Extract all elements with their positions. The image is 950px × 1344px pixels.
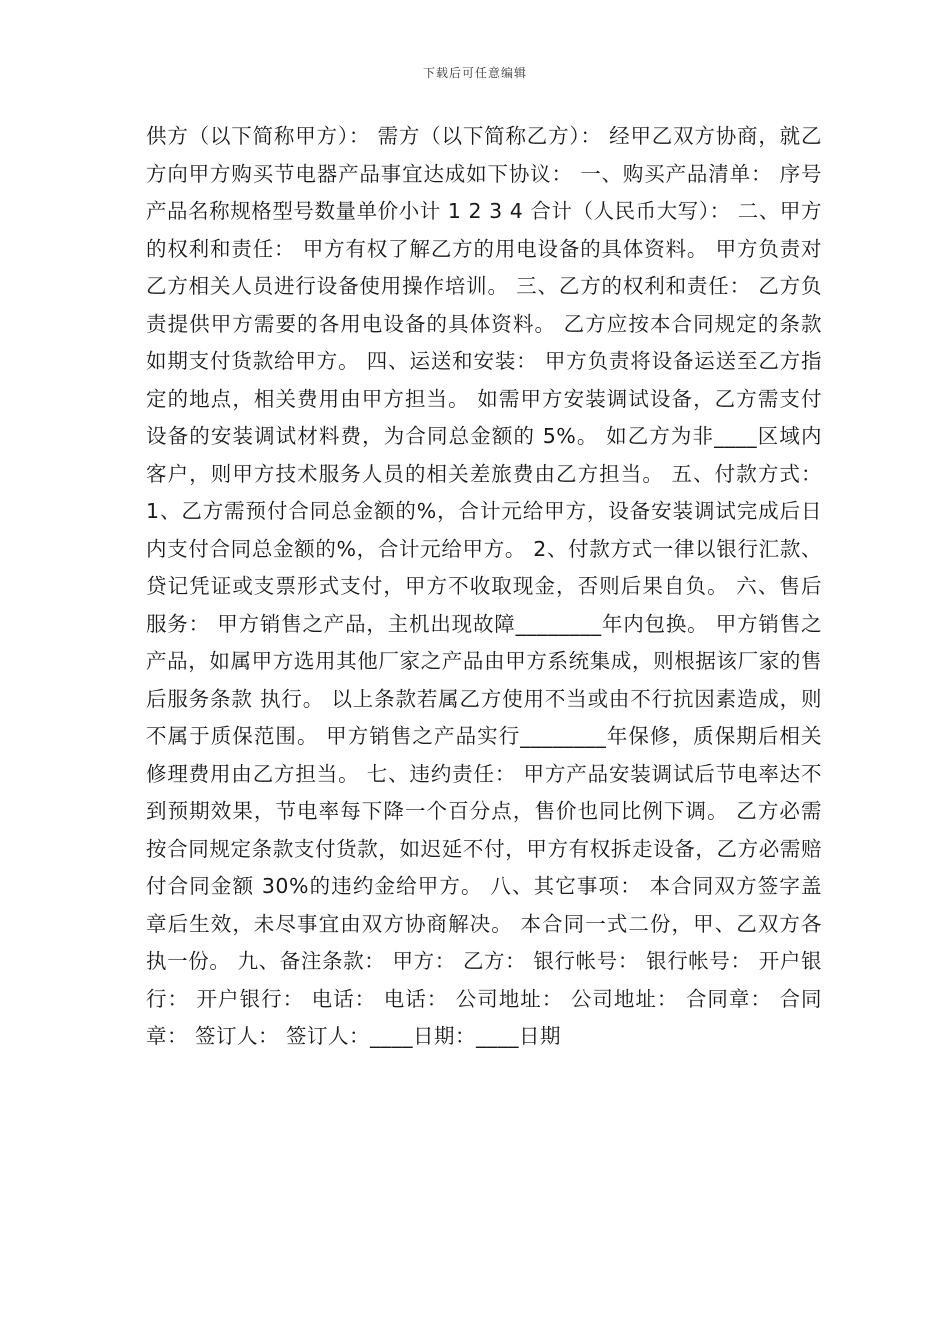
download-editable-note: 下载后可任意编辑 [422,66,527,80]
contract-body-text: 供方（以下简称甲方）： 需方（以下简称乙方）： 经甲乙双方协商，就乙方向甲方购买节电器产品事宜达成如下协议： 一、购买产品清单： 序号产品名称规格型号数量单价小计 1 2 3 4 合计（人民币大写）： 二、甲方的权利和责任： 甲方有权了解乙方的用电设备的具体资料。 甲方负责对乙方相关人员进行设备使用操作培训。 三、乙方的权利和责任： 乙方负责提供甲方需要的各用电设备的具体资料。 乙方应按本合同规定的条款如期支付货款给甲方。 四、运送和安装： 甲方负责将设备运送至乙方指定的地点，相关费用由甲方担当。 如需甲方安装调试设备，乙方需支付设备的安装调试材料费，为合同总金额的 5%。 如乙方为非____区域内客户，则甲方技术服务人员的相关差旅费由乙方担当。 五、付款方式： 1、乙方需预付合同总金额的%，合计元给甲方，设备安装调试完成后日内支付合同总金额的%，合计元给甲方。 2、付款方式一律以银行汇款、贷记凭证或支票形式支付，甲方不收取现金，否则后果自负。 六、售后服务： 甲方销售之产品，主机出现故障________年内包换。 甲方销售之产品，如属甲方选用其他厂家之产品由甲方系统集成，则根据该厂家的售后服务条款 执行。 以上条款若属乙方使用不当或由不行抗因素造成，则不属于质保范围。 甲方销售之产品实行________年保修，质保期后相关修理费用由乙方担当。 七、违约责任： 甲方产品安装调试后节电率达不到预期效果，节电率每下降一个百分点，售价也同比例下调。 乙方必需按合同规定条款支付货款，如迟延不付，甲方有权拆走设备，乙方必需赔付合同金额 30%的违约金给甲方。 八、其它事项： 本合同双方签字盖章后生效，未尽事宜由双方协商解决。 本合同一式二份，甲、乙双方各执一份。 九、备注条款： 甲方： 乙方： 银行帐号： 银行帐号： 开户银行： 开户银行： 电话： 电话： 公司地址： 公司地址： 合同章： 合同章： 签订人： 签订人：____日期：____日期 [146,124,822,1048]
